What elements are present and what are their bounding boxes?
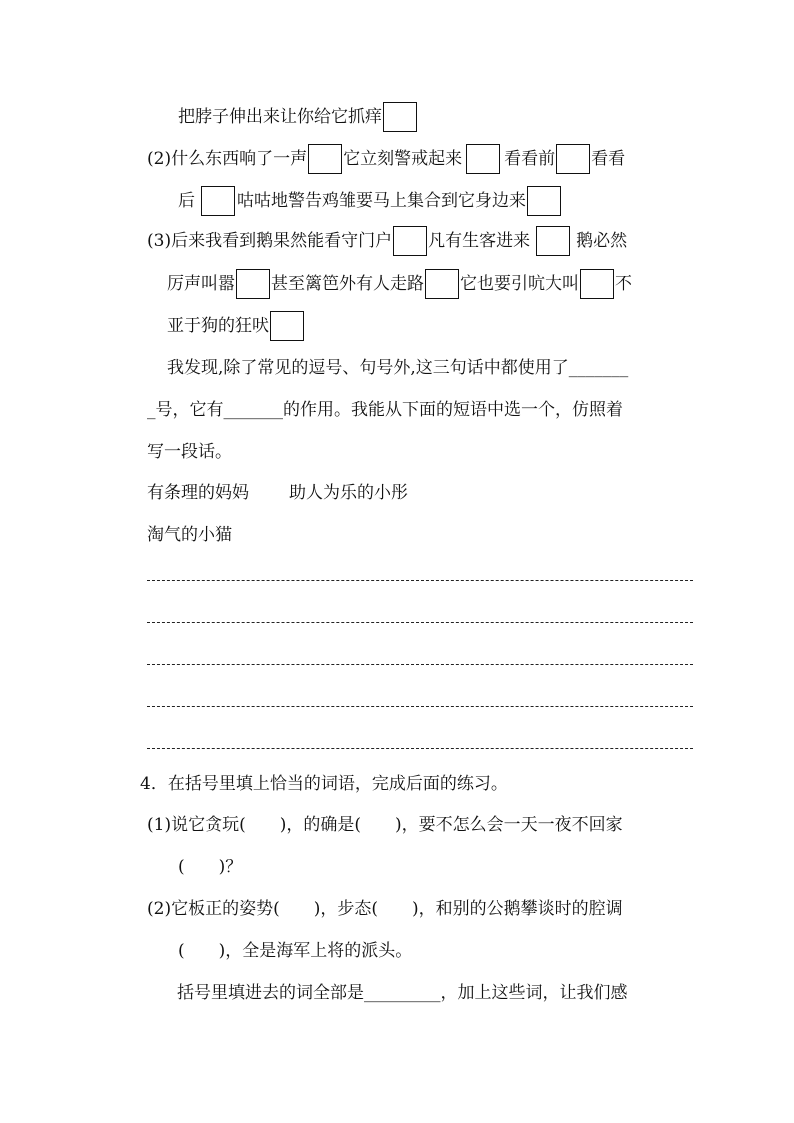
punctuation-answer-box[interactable] bbox=[308, 144, 342, 174]
punctuation-answer-box[interactable] bbox=[425, 269, 459, 299]
punctuation-answer-box[interactable] bbox=[556, 144, 590, 174]
punctuation-answer-box[interactable] bbox=[236, 269, 270, 299]
text-segment: (3)后来我看到鹅果然能看守门户 bbox=[147, 231, 393, 251]
text-segment: (2)什么东西响了一声 bbox=[147, 149, 308, 169]
punctuation-answer-box[interactable] bbox=[527, 186, 561, 216]
phrase-row-2 bbox=[147, 518, 232, 552]
text-segment: 咕咕地警告鸡雏要马上集合到它身边来 bbox=[237, 191, 526, 211]
text-segment: 凡有生客进来 bbox=[428, 231, 531, 251]
punctuation-answer-box[interactable] bbox=[270, 311, 304, 341]
q3-item2-line1 bbox=[147, 142, 625, 176]
text-segment: 它立刻警戒起来 bbox=[343, 149, 463, 169]
text-segment: ( )？ bbox=[178, 857, 243, 877]
text-segment: 厉声叫嚣 bbox=[167, 274, 235, 294]
q4-item2-line1 bbox=[147, 892, 623, 926]
punctuation-answer-box[interactable] bbox=[201, 186, 235, 216]
text-segment: 我发现,除了常见的逗号、句号外,这三句话中都使用了_______ bbox=[167, 358, 629, 378]
text-segment: (1)说它贪玩( )，的确是( )，要不怎么会一天一夜不回家 bbox=[147, 815, 623, 835]
q4-item1-line2 bbox=[178, 850, 242, 884]
text-segment: 看看 bbox=[591, 149, 626, 169]
discover-line-2 bbox=[147, 393, 623, 427]
text-segment: 不 bbox=[615, 274, 632, 294]
text-segment: 后 bbox=[178, 191, 195, 211]
text-segment: (2)它板正的姿势( )，步态( )，和别的公鹅攀谈时的腔调 bbox=[147, 899, 623, 919]
text-segment: 括号里填进去的词全部是_________，加上这些词，让我们感 bbox=[177, 983, 628, 1003]
text-segment: 鹅必然 bbox=[576, 231, 628, 251]
text-segment: 看看前 bbox=[504, 149, 556, 169]
q3-item2-line2 bbox=[178, 184, 562, 218]
phrase-row-1 bbox=[147, 476, 408, 510]
writing-line[interactable] bbox=[147, 580, 693, 581]
q3-item3-line2 bbox=[167, 267, 632, 301]
writing-line[interactable] bbox=[147, 748, 693, 749]
punctuation-answer-box[interactable] bbox=[393, 226, 427, 256]
q3-item3-line1 bbox=[147, 224, 627, 258]
q3-line-0 bbox=[178, 100, 418, 134]
punctuation-answer-box[interactable] bbox=[466, 144, 500, 174]
q4-item1-line1 bbox=[147, 808, 623, 842]
discover-line-3 bbox=[147, 435, 232, 469]
phrase-option[interactable]: 助人为乐的小彤 bbox=[289, 483, 408, 503]
text-segment: _号，它有_______的作用。我能从下面的短语中选一个，仿照着 bbox=[147, 400, 623, 420]
phrase-option[interactable]: 淘气的小猫 bbox=[147, 525, 232, 545]
text-segment: 亚于狗的狂吠 bbox=[167, 316, 269, 336]
punctuation-answer-box[interactable] bbox=[580, 269, 614, 299]
text-segment: 把脖子伸出来让你给它抓痒 bbox=[178, 107, 382, 127]
q3-item3-line3 bbox=[167, 309, 305, 343]
q4-last-line bbox=[177, 976, 628, 1010]
text-segment: ( )，全是海军上将的派头。 bbox=[178, 941, 413, 961]
writing-line[interactable] bbox=[147, 706, 693, 707]
q4-item2-line2 bbox=[178, 934, 412, 968]
writing-line[interactable] bbox=[147, 664, 693, 665]
writing-line[interactable] bbox=[147, 622, 693, 623]
punctuation-answer-box[interactable] bbox=[536, 226, 570, 256]
punctuation-answer-box[interactable] bbox=[383, 102, 417, 132]
discover-line-1 bbox=[167, 351, 628, 385]
text-segment: 甚至篱笆外有人走路 bbox=[271, 274, 424, 294]
text-segment: 它也要引吭大叫 bbox=[460, 274, 579, 294]
phrase-option[interactable]: 有条理的妈妈 bbox=[147, 483, 249, 503]
q4-title bbox=[140, 767, 508, 801]
text-segment: 写一段话。 bbox=[147, 442, 232, 462]
question-title: 4．在括号里填上恰当的词语，完成后面的练习。 bbox=[140, 774, 508, 794]
